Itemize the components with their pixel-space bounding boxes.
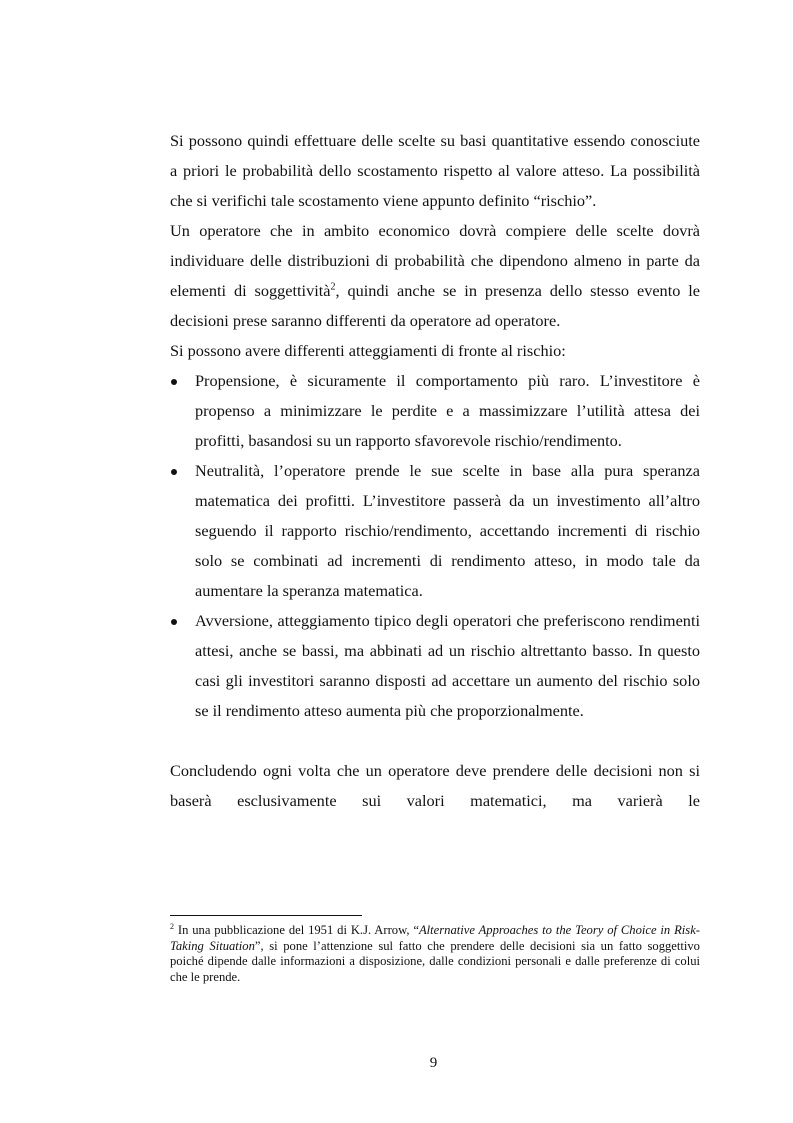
footnote-text-before: In una pubblicazione del 1951 di K.J. Arrow, “ xyxy=(174,923,419,937)
footnote-text-after: ”, si pone l’attenzione sul fatto che prendere delle decisioni sia un fatto soggettivo poiché dipende dalle informazioni a disposizione, dalle condizioni personali e dalle preferenze di colui che le prende. xyxy=(170,938,700,984)
paragraph-operator-text-after: , quindi anche se in presenza dello stesso evento le decisioni prese saranno differenti da operatore ad operatore. xyxy=(170,281,701,330)
footnote xyxy=(170,923,700,985)
paragraph-conclusion: Concludendo ogni volta che un operatore deve prendere delle decisioni non si baserà esclusivamente sui valori matematici, ma varierà le xyxy=(170,761,700,810)
list-item-text: Neutralità, l’operatore prende le sue scelte in base alla pura speranza matematica dei profitti. L’investitore passerà da un investimento all’altro seguendo il rapporto rischio/rendimento, accettando incrementi di rischio solo se combinati ad incrementi di rendimento atteso, in modo tale da aumentare la speranza matematica. xyxy=(195,461,700,600)
bullet-icon xyxy=(171,469,177,475)
list-item-avversione xyxy=(170,606,700,726)
footnote-number: 2 xyxy=(170,921,174,931)
paragraph-operator-text-before: Un operatore che in ambito economico dovrà compiere delle scelte dovrà individuare delle distribuzioni di probabilità che dipendono almeno in parte da elementi di soggettività xyxy=(170,221,700,300)
page-number: 9 xyxy=(429,1055,438,1071)
list-item-propensione xyxy=(170,366,700,456)
paragraph-attitudes-intro: Si possono avere differenti atteggiamenti di fronte al rischio: xyxy=(170,341,566,360)
bullet-icon xyxy=(171,379,177,385)
footnote-reference: 2 xyxy=(330,281,336,293)
footnote-cited-title: Alternative Approaches to the Teory of Choice in Risk-Taking Situation xyxy=(170,923,700,953)
list-item-neutralita xyxy=(170,456,700,606)
footnote-separator xyxy=(170,915,362,916)
risk-attitudes-list xyxy=(170,366,700,726)
paragraph-spacer xyxy=(170,726,700,756)
bullet-icon xyxy=(171,619,177,625)
list-item-text: Avversione, atteggiamento tipico degli operatori che preferiscono rendimenti attesi, anche se bassi, ma abbinati ad un rischio altrettanto basso. In questo casi gli investitori saranno disposti ad accettare un aumento del rischio solo se il rendimento atteso aumenta più che proporzionalmente. xyxy=(195,611,700,720)
paragraph-operator-distributions xyxy=(170,216,700,336)
list-item-text: Propensione, è sicuramente il comportamento più raro. L’investitore è propenso a minimizzare le perdite e a massimizzare l’utilità attesa dei profitti, basandosi su un rapporto sfavorevole rischio/rendimento. xyxy=(195,371,700,450)
paragraph-quantitative-choices: Si possono quindi effettuare delle scelte su basi quantitative essendo conosciute a priori le probabilità dello scostamento rispetto al valore atteso. La possibilità che si verifichi tale scostamento viene appunto definito “rischio”. xyxy=(170,131,700,210)
page-body xyxy=(170,126,700,816)
